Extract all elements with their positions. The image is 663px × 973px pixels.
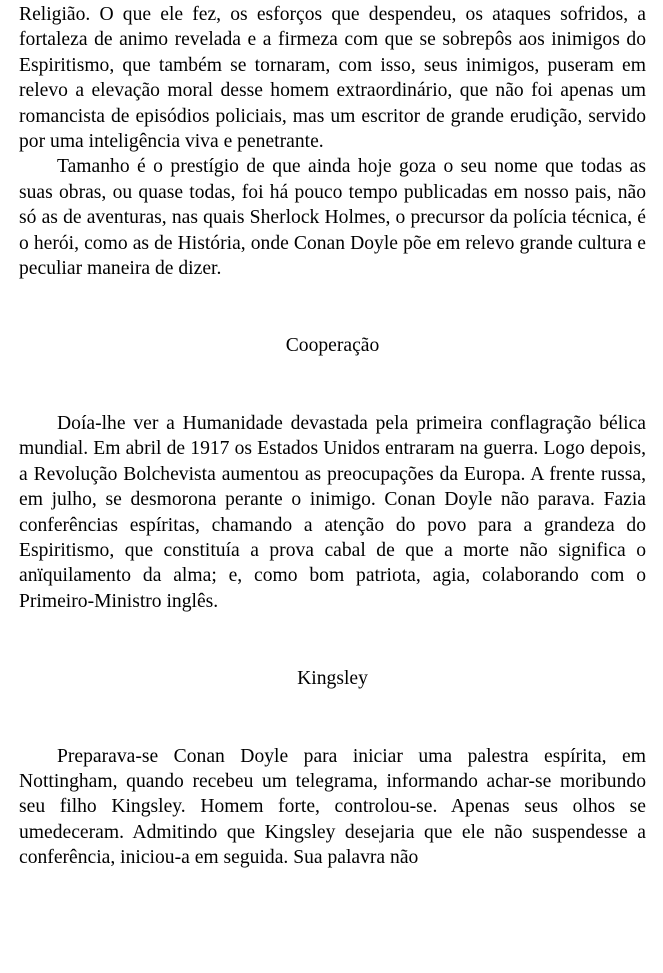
spacer [19, 692, 646, 744]
document-page [19, 2, 646, 871]
paragraph-tamanho: Tamanho é o prestígio de que ainda hoje goza o seu nome que todas as suas obras, ou quase todas, foi há pouco tempo publicadas em nosso pais, não só as de aventuras, nas quais Sherlock Holmes, o precursor da polícia técnica, é o herói, como as de História, onde Conan Doyle põe em relevo grande cultura e peculiar maneira de dizer. [19, 156, 646, 280]
paragraph-doia: Doía-lhe ver a Humanidade devastada pela primeira conflagração bélica mundial. Em abril de 1917 os Estados Unidos entraram na guerra. Logo depois, a Revolução Bolchevista aumentou as preocupações da Europa. A frente russa, em julho, se desmorona perante o inimigo. Conan Doyle não parava. Fazia conferências espíritas, chamando a atenção do povo para a grandeza do Espiritismo, que constituía a prova cabal de que a morte não significa o anïquilamento da alma; e, como bom patriota, agia, colaborando com o Primeiro-Ministro inglês. [19, 412, 646, 612]
paragraph-religiao: Religião. O que ele fez, os esforços que despendeu, os ataques sofridos, a fortaleza de animo revelada e a firmeza com que se sobrepôs aos inimigos do Espiritismo, que também se tornaram, com isso, seus inimigos, puseram em relevo a elevação moral desse homem extraordinário, que não foi apenas um romancista de episódios policiais, mas um escritor de grande erudição, servido por uma inteligência viva e penetrante. [19, 4, 646, 153]
section-heading-cooperacao: Cooperação [285, 335, 380, 357]
section-heading-kingsley: Kingsley [297, 668, 368, 690]
spacer [19, 281, 646, 333]
spacer [19, 359, 646, 411]
paragraph-preparava: Preparava-se Conan Doyle para iniciar uma palestra espírita, em Nottingham, quando recebeu um telegrama, informando achar-se moribundo seu filho Kingsley. Homem forte, controlou-se. Apenas seus olhos se umedeceram. Admitindo que Kingsley desejaria que ele não suspendesse a conferência, iniciou-a em seguida. Sua palavra não [19, 745, 646, 869]
spacer [19, 614, 646, 666]
